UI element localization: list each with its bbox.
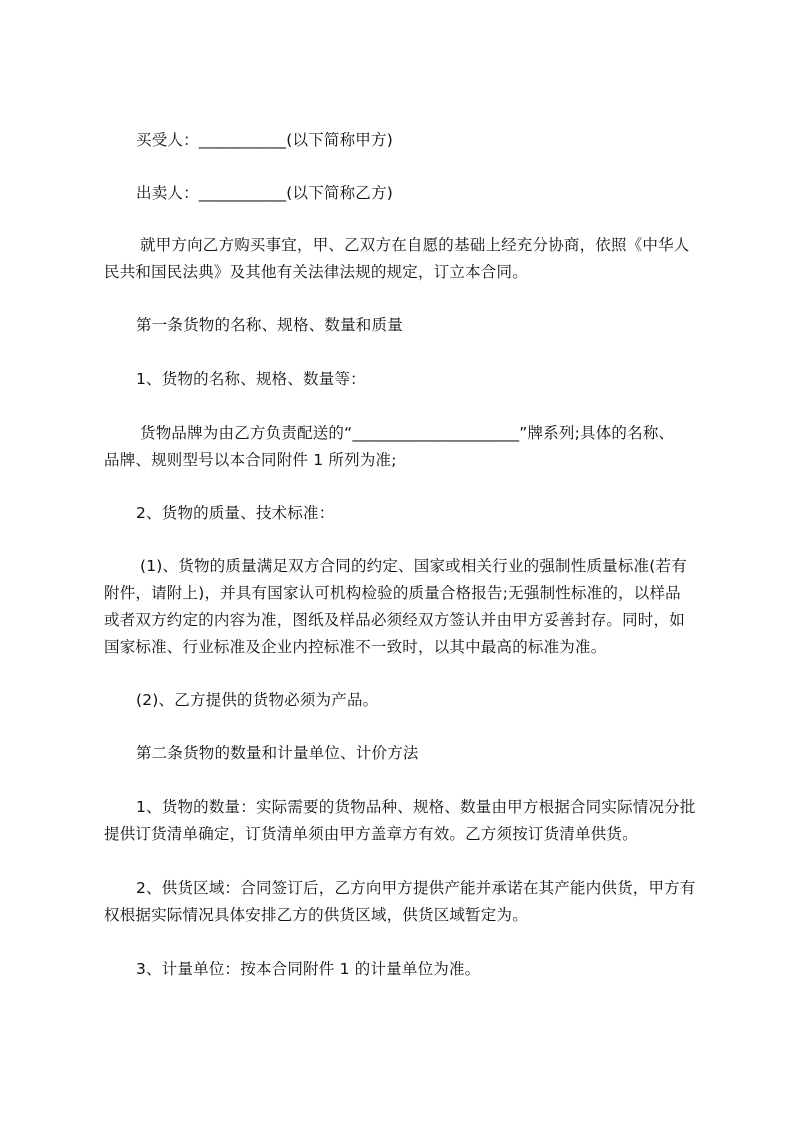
quantity-line-1: 1、货物的数量：实际需要的货物品种、规格、数量由甲方根据合同实际情况分批 (136, 798, 696, 816)
article-1-item-2: 2、货物的质量、技术标准： (136, 504, 335, 522)
article-1-item-1: 1、货物的名称、规格、数量等： (136, 370, 366, 388)
quantity-line-2: 提供订货清单确定，订货清单须由甲方盖章方有效。乙方须按订货清单供货。 (104, 825, 638, 843)
intro-line-1: 就甲方向乙方购买事宜，甲、乙双方在自愿的基础上经充分协商，依照《中华人 (140, 236, 690, 254)
quality-line-4: 国家标准、行业标准及企业内控标准不一致时，以其中最高的标准为准。 (104, 638, 607, 656)
intro-line-2: 民共和国民法典》及其他有关法律法规的规定，订立本合同。 (104, 263, 528, 281)
quality-item-2: (2)、乙方提供的货物必须为产品。 (136, 691, 379, 709)
brand-line-1: 货物品牌为由乙方负责配送的“_____________________”牌系列;具体的名称、 (140, 424, 675, 442)
quality-line-2: 附件，请附上)，并具有国家认可机构检验的质量合格报告;无强制性标准的，以样品 (104, 584, 681, 602)
area-line-1: 2、供货区域：合同签订后，乙方向甲方提供产能并承诺在其产能内供货，甲方有 (136, 879, 696, 897)
seller-line: 出卖人：___________(以下简称乙方) (136, 184, 393, 202)
quality-line-3: 或者双方约定的内容为准，图纸及样品必须经双方签认并由甲方妥善封存。同时，如 (104, 611, 685, 629)
brand-line-2: 品牌、规则型号以本合同附件 1 所列为准; (104, 451, 397, 469)
buyer-line: 买受人：___________(以下简称甲方) (136, 131, 393, 149)
article-2-title: 第二条货物的数量和计量单位、计价方法 (136, 744, 419, 762)
quality-line-1: (1)、货物的质量满足双方合同的约定、国家或相关行业的强制性质量标准(若有 (140, 557, 687, 575)
article-1-title: 第一条货物的名称、规格、数量和质量 (136, 316, 403, 334)
area-line-2: 权根据实际情况具体安排乙方的供货区域，供货区域暂定为。 (104, 906, 528, 924)
unit-line: 3、计量单位：按本合同附件 1 的计量单位为准。 (136, 960, 481, 978)
